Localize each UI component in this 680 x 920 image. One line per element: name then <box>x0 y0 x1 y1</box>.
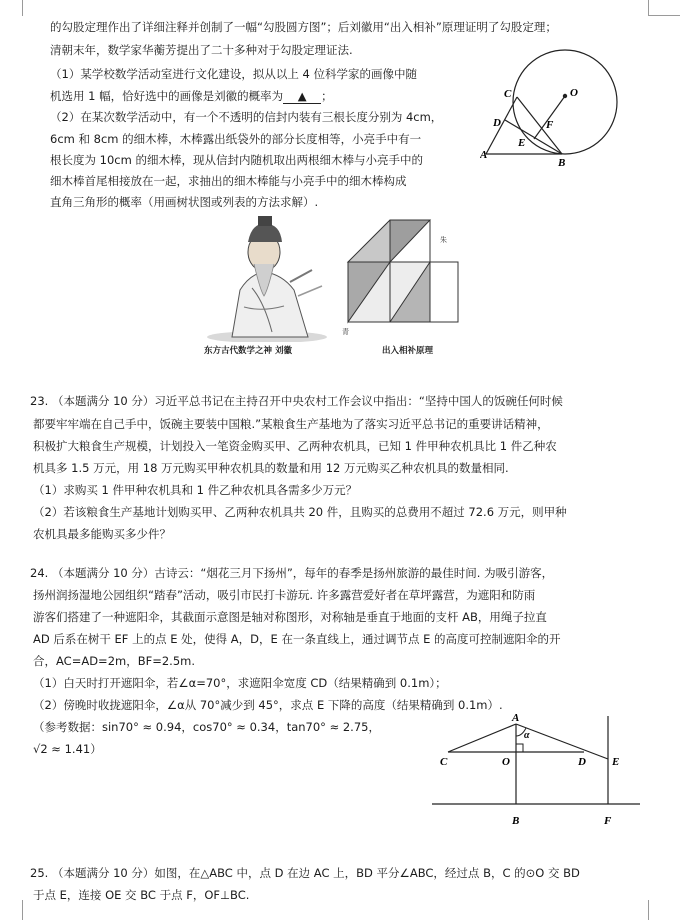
label-f: F <box>546 119 554 131</box>
q23-line-5: （1）求购买 1 件甲种农机具和 1 件乙种农机具各需多少万元？ <box>33 483 358 497</box>
circle-geometry-figure <box>480 44 650 184</box>
answer-blank <box>283 89 321 104</box>
label-d: D <box>493 117 501 129</box>
q24-line-4: AD 后系在树干 EF 上的点 E 处，使得 A，D，E 在一条直线上，通过调节点 E 的高度可控制遮阳伞的开 <box>33 632 561 646</box>
q22-part2-line-4: 细木棒首尾相接放在一起，求抽出的细木棒能与小亮手中的细木棒构成 <box>50 174 407 188</box>
q22-part1-end: ； <box>321 89 333 103</box>
corner-mark-top-right-h <box>648 15 680 16</box>
q24-line-5: 合，AC=AD=2m，BF=2.5m. <box>33 654 195 668</box>
q24-line-7: （2）傍晚时收拢遮阳伞，∠α从 70°减少到 45°，求点 E 下降的高度（结果精确到 0.1m）. <box>33 698 503 712</box>
intro-line-2: 清朝末年，数学家华蘅芳提出了二十多种对于勾股定理证法. <box>50 43 353 57</box>
label-b: B <box>512 815 520 827</box>
point-o <box>563 94 567 98</box>
segment-oe <box>534 96 565 139</box>
label-alpha: α <box>524 730 530 741</box>
label-e: E <box>612 756 620 768</box>
label-e: E <box>518 137 526 149</box>
corner-mark-bottom-right <box>648 900 649 920</box>
q22-part1-text: 机选用 1 幅，恰好选中的画像是刘徽的概率为 <box>50 89 284 103</box>
circle-o <box>513 50 617 154</box>
q23-line-3: 积极扩大粮食生产规模，计划投入一笔资金购买甲、乙两种农机具，已知 1 件甲种农机具比 1 件乙种农 <box>33 439 557 453</box>
label-f: F <box>604 815 612 827</box>
q22-part2-line-1: （2）在某次数学活动中，有一个不透明的信封内装有三根长度分别为 4cm， <box>50 110 443 124</box>
q24-line-9: √2 ≈ 1.41） <box>33 742 102 756</box>
q24-line-2: 扬州润扬湿地公园组织“踏春”活动，吸引市民打卡游玩. 许多露营爱好者在草坪露营，为遮阳和防雨 <box>33 588 536 602</box>
corner-mark-top-left <box>22 0 23 16</box>
label-o: O <box>502 756 510 768</box>
q22-part1-line-1: （1）某学校数学活动室进行文化建设，拟从以上 4 位科学家的画像中随 <box>50 67 417 81</box>
label-c: C <box>504 88 512 100</box>
q24-line-8: （参考数据：sin70° ≈ 0.94，cos70° ≈ 0.34，tan70° ≈ 2.75， <box>33 720 380 734</box>
segment-ae <box>516 724 608 759</box>
q25-line-1: 25. （本题满分 10 分）如图，在△ABC 中，点 D 在边 AC 上，BD 平分∠ABC，经过点 B，C 的⊙O 交 BD <box>30 866 580 880</box>
q22-part2-line-5: 直角三角形的概率（用画树状图或列表的方法求解）. <box>50 195 319 209</box>
corner-mark-top-right <box>648 0 649 16</box>
label-c: C <box>440 756 448 768</box>
proof-figure <box>340 212 465 337</box>
intro-line-1: 的勾股定理作出了详细注释并创制了一幅“勾股圆方图”；后刘徽用“出入相补”原理证明了勾股定理； <box>50 20 557 34</box>
q23-line-6: （2）若该粮食生产基地计划购买甲、乙两种农机具共 20 件，且购买的总费用不超过 72.6 万元，则甲种 <box>33 505 567 519</box>
label-a: A <box>480 149 488 161</box>
triangle-marker: ▲ <box>297 89 307 103</box>
liu-hui-portrait <box>202 212 332 342</box>
corner-mark-bottom-left <box>22 900 23 920</box>
label-qing: 青 <box>342 328 349 336</box>
label-a: A <box>512 712 520 724</box>
q23-line-1: 23. （本题满分 10 分）习近平总书记在主持召开中央农村工作会议中指出：“坚持中国人的饭碗任何时候 <box>30 394 563 408</box>
segment-ac <box>448 724 516 752</box>
label-o: O <box>570 87 578 99</box>
q24-line-1: 24. （本题满分 10 分）古诗云：“烟花三月下扬州”，每年的春季是扬州旅游的最佳时间. 为吸引游客， <box>30 566 554 580</box>
q24-line-3: 游客们搭建了一种遮阳伞，其截面示意图是轴对称图形，对称轴是垂直于地面的支杆 AB，用绳子拉直 <box>33 610 547 624</box>
label-d: D <box>578 756 586 768</box>
q23-line-7: 农机具最多能购买多少件？ <box>33 527 171 541</box>
proof-caption: 出入相补原理 <box>382 346 434 356</box>
q23-line-4: 机具多 1.5 万元，用 18 万元购买甲种农机具的数量和用 12 万元购买乙种农机具的数量相同. <box>33 461 509 475</box>
q25-line-2: 于点 E，连接 OE 交 BC 于点 F，OF⊥BC. <box>33 888 250 902</box>
right-angle-mark <box>516 744 523 752</box>
segment-be <box>505 120 562 154</box>
label-b: B <box>558 157 566 169</box>
q24-line-6: （1）白天时打开遮阳伞，若∠α=70°，求遮阳伞宽度 CD（结果精确到 0.1m）； <box>33 676 447 690</box>
label-zhu: 朱 <box>440 236 447 244</box>
parasol-figure <box>432 712 642 832</box>
q23-line-2: 都要牢牢端在自己手中，饭碗主要装中国粮.”某粮食生产基地为了落实习近平总书记的重要讲话精神， <box>33 417 549 431</box>
segment-ac <box>486 97 517 154</box>
portrait-caption: 东方古代数学之神 刘徽 <box>204 346 292 356</box>
q22-part2-line-2: 6cm 和 8cm 的细木棒，木棒露出纸袋外的部分长度相等，小亮手中有一 <box>50 132 422 146</box>
q22-part2-line-3: 根长度为 10cm 的细木棒，现从信封内随机取出两根细木棒与小亮手中的 <box>50 153 423 167</box>
q22-part1-line-2 <box>50 89 333 104</box>
